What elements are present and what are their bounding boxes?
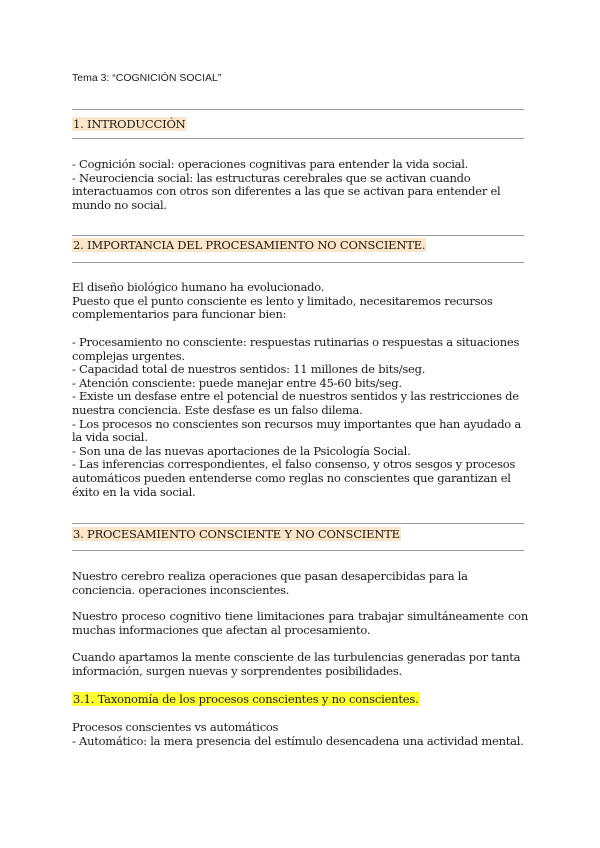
topic-title: Tema 3: “COGNICIÓN SOCIAL” — [72, 72, 222, 84]
list-item: - Capacidad total de nuestros sentidos: 11 millones de bits/seg. — [72, 362, 426, 377]
section-rule-top — [72, 523, 524, 524]
list-item: - Existe un desfase entre el potencial de nuestros sentidos y las restricciones de nuestra conciencia. Este desfase es un falso dilema. — [72, 389, 519, 417]
text-line: - Cognición social: operaciones cognitivas para entender la vida social. — [72, 157, 469, 171]
section-rule-top — [72, 109, 524, 110]
importancia-bullet-list — [72, 336, 528, 499]
text-line: - Neurociencia social: las estructuras cerebrales que se activan cuando interactuamos con otros son diferentes a las que se activan para entender el mundo no social. — [72, 170, 501, 212]
importancia-intro-paragraph — [72, 281, 528, 322]
text-line: - Automático: la mera presencia del estímulo desencadena una actividad mental. — [72, 733, 524, 748]
procesamiento-paragraph-3 — [72, 651, 528, 678]
text-line: Procesos conscientes vs automáticos — [72, 720, 279, 734]
text-line: El diseño biológico humano ha evolucionado. — [72, 280, 325, 294]
heading-text: 3. PROCESAMIENTO CONSCIENTE Y NO CONSCIENTE — [73, 527, 400, 541]
list-item: - Son una de las nuevas aportaciones de la Psicología Social. — [72, 443, 411, 458]
intro-paragraph — [72, 158, 528, 212]
subsection-heading-taxonomia — [72, 692, 420, 707]
text-paragraph: Nuestro cerebro realiza operaciones que pasan desapercibidas para la conciencia. operaciones inconscientes. — [72, 569, 468, 597]
subheading-text: 3.1. Taxonomía de los procesos conscientes y no conscientes. — [73, 692, 419, 706]
section-heading-procesamiento — [72, 527, 401, 542]
section-rule-bottom — [72, 138, 524, 139]
list-item: - Las inferencias correspondientes, el falso consenso, y otros sesgos y procesos automáticos pueden entenderse como reglas no conscientes que garantizan el éxito en la vida social. — [72, 457, 516, 499]
section-heading-introduccion — [72, 117, 187, 132]
list-item: - Procesamiento no consciente: respuestas rutinarias o respuestas a situaciones complejas urgentes. — [72, 335, 520, 363]
procesamiento-paragraph-1 — [72, 570, 528, 597]
list-item: - Los procesos no conscientes son recursos muy importantes que han ayudado a la vida social. — [72, 416, 521, 445]
section-rule-bottom — [72, 262, 524, 263]
text-paragraph: Cuando apartamos la mente consciente de las turbulencias generadas por tanta información, surgen nuevas y sorprendentes posibilidades. — [72, 650, 521, 678]
section-rule-top — [72, 235, 524, 236]
section-rule-bottom — [72, 550, 524, 551]
heading-text: 1. INTRODUCCIÓN — [73, 117, 186, 131]
text-paragraph: Nuestro proceso cognitivo tiene limitaciones para trabajar simultáneamente con muchas informaciones que afectan al procesamiento. — [72, 609, 528, 637]
heading-text: 2. IMPORTANCIA DEL PROCESAMIENTO NO CONSCIENTE. — [73, 238, 426, 252]
list-item: - Atención consciente: puede manejar entre 45-60 bits/seg. — [72, 375, 402, 390]
procesamiento-paragraph-2 — [72, 610, 528, 637]
text-line: Puesto que el punto consciente es lento y limitado, necesitaremos recursos complementarios para funcionar bien: — [72, 293, 493, 322]
section-heading-importancia — [72, 238, 426, 253]
procesamiento-paragraph-4 — [72, 721, 528, 748]
